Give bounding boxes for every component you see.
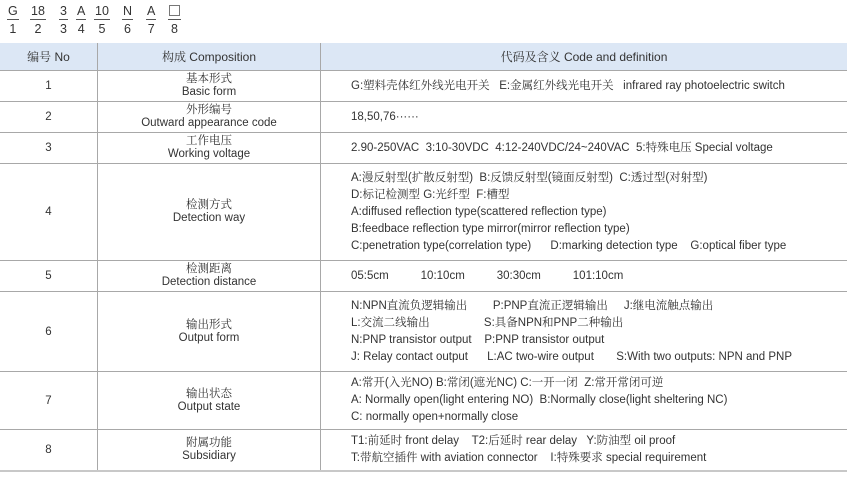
row-number: 2 — [0, 102, 98, 133]
composition-cell: 基本形式 Basic form — [98, 71, 321, 102]
composition-cell: 附属功能 Subsidiary — [98, 430, 321, 471]
table-row — [0, 292, 847, 372]
code-part-3: 3 3 — [60, 4, 67, 36]
composition-cell: 输出形式 Output form — [98, 292, 321, 372]
row-number: 5 — [0, 261, 98, 292]
code-part-5: 10 5 — [95, 4, 109, 36]
code-part-2: 18 2 — [31, 4, 45, 36]
row-number: 4 — [0, 164, 98, 261]
definition-cell: 2.90-250VAC 3:10-30VDC 4:12-240VDC/24~240VAC 5:特殊电压 Special voltage — [321, 133, 847, 164]
specification-table — [0, 43, 847, 472]
definition-cell: A:漫反射型(扩散反射型) B:反馈反射型(镜面反射型) C:透过型(对射型) D:标记检测型 G:光纤型 F:槽型 A:diffused reflection type(scattered reflection type) B:feedbace reflection type mirror(mirror reflection type) C:penetration type(correlation type) D:marking detection type G:optical fiber type — [321, 164, 847, 261]
definition-cell: A:常开(入光NO) B:常闭(遮光NC) C:一开一闭 Z:常开常闭可逆 A: Normally open(light entering NO) B:Normally close(light sheltering NC) C: normally open+normally close — [321, 372, 847, 430]
definition-cell: 18,50,76······ — [321, 102, 847, 133]
definition-cell: N:NPN直流负逻辑输出 P:PNP直流正逻辑输出 J:继电流触点输出 L:交流二线输出 S:具备NPN和PNP二种输出 N:PNP transistor output P:PNP transistor output J: Relay contact output L:AC two-wire output S:With two outputs: NPN and PNP — [321, 292, 847, 372]
row-number: 1 — [0, 71, 98, 102]
table-header-row — [0, 43, 847, 71]
table-row — [0, 164, 847, 261]
table-row — [0, 372, 847, 430]
row-number: 6 — [0, 292, 98, 372]
code-part-1: G 1 — [8, 4, 18, 36]
definition-cell: 05:5cm 10:10cm 30:30cm 101:10cm — [321, 261, 847, 292]
code-part-4: A 4 — [77, 4, 86, 36]
row-number: 7 — [0, 372, 98, 430]
code-part-6: N 6 — [123, 4, 133, 36]
table-row — [0, 261, 847, 292]
code-part-8: 8 — [168, 4, 181, 36]
table-row — [0, 430, 847, 471]
composition-cell: 外形编号 Outward appearance code — [98, 102, 321, 133]
composition-cell: 输出状态 Output state — [98, 372, 321, 430]
composition-cell: 检测方式 Detection way — [98, 164, 321, 261]
row-number: 8 — [0, 430, 98, 471]
code-part-7: A 7 — [147, 4, 156, 36]
definition-cell: G:塑料壳体红外线光电开关 E:金属红外线光电开关 infrared ray photoelectric switch — [321, 71, 847, 102]
definition-cell: T1:前延时 front delay T2:后延时 rear delay Y:防油型 oil proof T:带航空插件 with aviation connector I:特殊要求 special requirement — [321, 430, 847, 471]
header-composition: 构成 Composition — [98, 43, 321, 71]
empty-box-icon — [168, 4, 181, 20]
header-definition: 代码及含义 Code and definition — [321, 43, 847, 71]
composition-cell: 检测距离 Detection distance — [98, 261, 321, 292]
table-row — [0, 102, 847, 133]
header-no: 编号 No — [0, 43, 98, 71]
table-row — [0, 133, 847, 164]
composition-cell: 工作电压 Working voltage — [98, 133, 321, 164]
table-row — [0, 71, 847, 102]
row-number: 3 — [0, 133, 98, 164]
